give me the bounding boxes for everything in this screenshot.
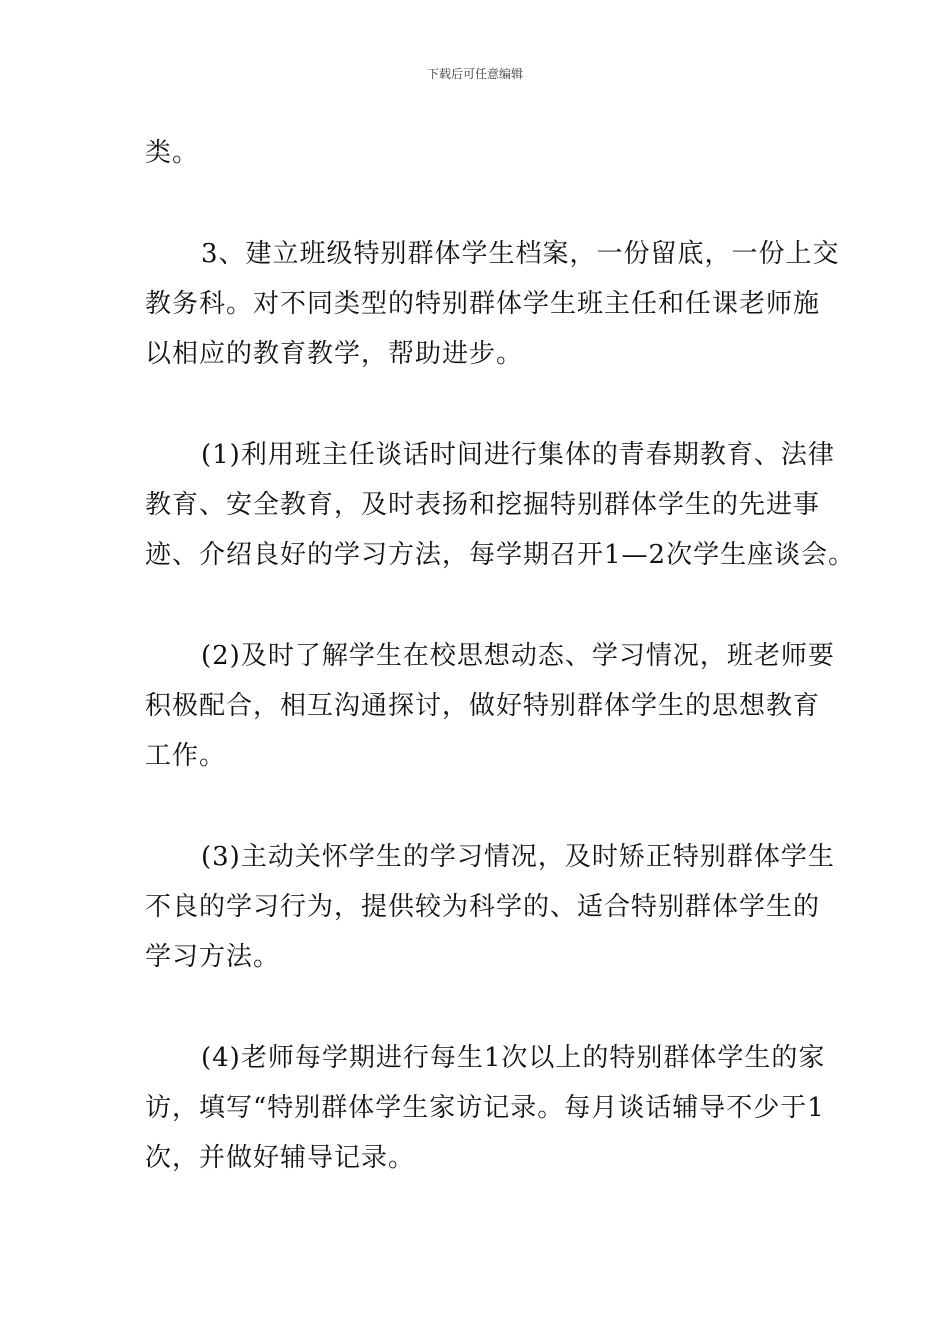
text-line: 迹、介绍良好的学习方法，每学期召开1—2次学生座谈会。 [145, 540, 856, 570]
text-line: 工作。 [145, 741, 227, 771]
paragraph-subitem-1 [145, 430, 856, 580]
page-header: 下载后可任意编辑 [426, 67, 523, 81]
text-line: (3)主动关怀学生的学习情况，及时矫正特别群体学生 [201, 842, 835, 872]
paragraph-continuation [145, 128, 810, 178]
text-line: (2)及时了解学生在校思想动态、学习情况，班老师要 [201, 641, 835, 671]
text-line: 教务科。对不同类型的特别群体学生班主任和任课老师施 [145, 289, 821, 319]
text-line: 积极配合，相互沟通探讨，做好特别群体学生的思想教育 [145, 691, 821, 721]
text-line: 次，并做好辅导记录。 [145, 1143, 416, 1173]
paragraph-subitem-2 [145, 631, 835, 781]
paragraph-subitem-4 [145, 1033, 826, 1183]
text-line: 教育、安全教育，及时表扬和挖掘特别群体学生的先进事 [145, 490, 821, 520]
text-line: 访，填写“特别群体学生家访记录。每月谈话辅导不少于1 [145, 1093, 825, 1123]
text-line: 学习方法。 [145, 942, 281, 972]
text-line: 类。 [145, 138, 200, 168]
paragraph-subitem-3 [145, 832, 835, 982]
text-line: 3、建立班级特别群体学生档案，一份留底，一份上交 [201, 239, 840, 269]
text-line: 以相应的教育教学，帮助进步。 [145, 339, 524, 369]
paragraph-item-3 [145, 229, 840, 379]
document-body [145, 128, 856, 1234]
text-line: (4)老师每学期进行每生1次以上的特别群体学生的家 [201, 1043, 826, 1073]
text-line: 不良的学习行为，提供较为科学的、适合特别群体学生的 [145, 892, 821, 922]
text-line: (1)利用班主任谈话时间进行集体的青春期教育、法律 [201, 440, 835, 470]
